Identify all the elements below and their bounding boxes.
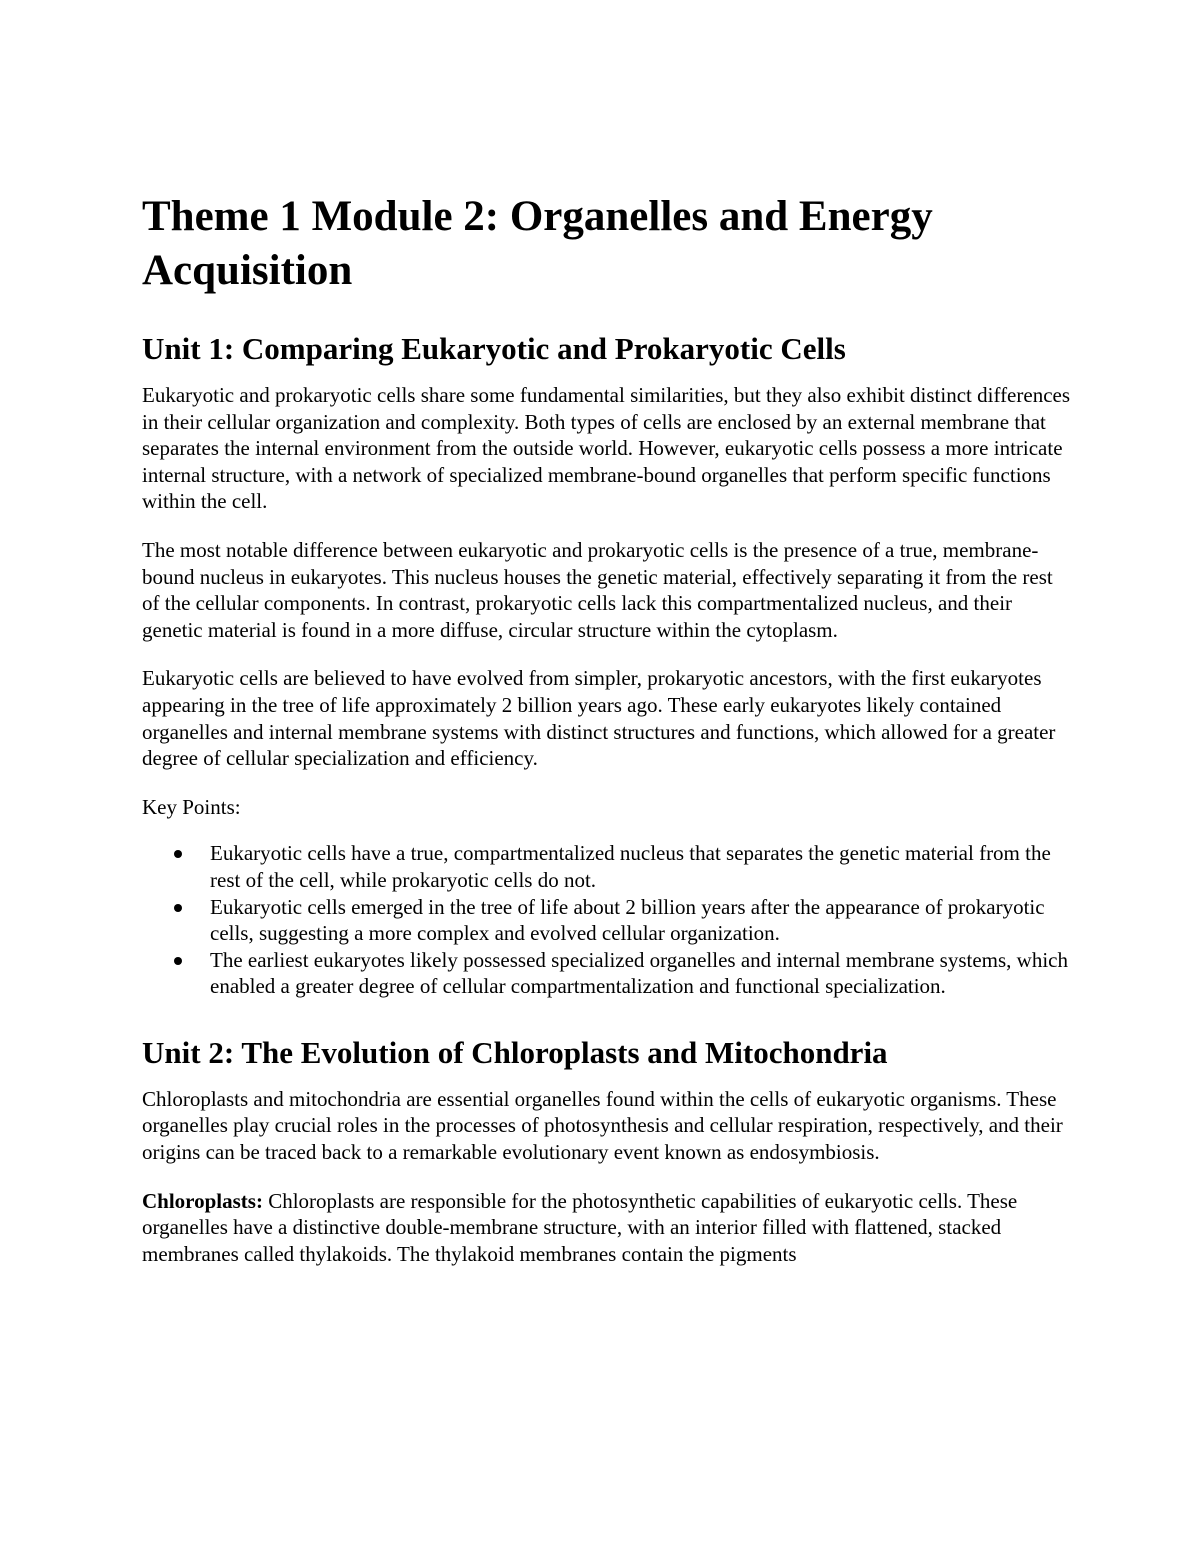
bullet-icon [174,850,182,858]
list-item [142,947,1072,1000]
bullet-icon [174,957,182,965]
key-points-label: Key Points: [142,794,241,819]
unit1-heading: Unit 1: Comparing Eukaryotic and Prokaryotic Cells [142,331,846,366]
unit2-intro-paragraph: Chloroplasts and mitochondria are essential organelles found within the cells of eukaryotic organisms. These organelles play crucial roles in the processes of photosynthesis and cellular respiration, respectively, and their origins can be traced back to a remarkable evolutionary event known as endosymbiosis. [142,1086,1063,1165]
unit1-paragraph-2: The most notable difference between eukaryotic and prokaryotic cells is the presence of a true, membrane-bound nucleus in eukaryotes. This nucleus houses the genetic material, effectively separating it from the rest of the cellular components. In contrast, prokaryotic cells lack this compartmentalized nucleus, and their genetic material is found in a more diffuse, circular structure within the cytoplasm. [142,537,1053,642]
chloroplasts-paragraph [142,1188,1072,1268]
document-title: Theme 1 Module 2: Organelles and Energy Acquisition [142,193,933,294]
document-page [142,190,1072,1289]
unit1-paragraph-1: Eukaryotic and prokaryotic cells share some fundamental similarities, but they also exhibit distinct differences in their cellular organization and complexity. Both types of cells are enclosed by an external membrane that separates the internal environment from the outside world. However, eukaryotic cells possess a more intricate internal structure, with a network of specialized membrane-bound organelles that perform specific functions within the cell. [142,383,1071,514]
unit1-paragraph-3: Eukaryotic cells are believed to have evolved from simpler, prokaryotic ancestors, with the first eukaryotes appearing in the tree of life approximately 2 billion years ago. These early eukaryotes likely contained organelles and internal membrane systems with distinct structures and functions, which allowed for a greater degree of cellular specialization and efficiency. [142,666,1056,771]
list-item [142,840,1072,893]
key-points-list [142,840,1072,1000]
key-point-text: Eukaryotic cells have a true, compartmentalized nucleus that separates the genetic material from the rest of the cell, while prokaryotic cells do not. [210,841,1051,892]
chloroplasts-text: Chloroplasts are responsible for the photosynthetic capabilities of eukaryotic cells. These organelles have a distinctive double-membrane structure, with an interior filled with flattened, stacked membranes called thylakoids. The thylakoid membranes contain the pigments [142,1188,1018,1266]
chloroplasts-label: Chloroplasts: [142,1188,263,1213]
unit2-heading: Unit 2: The Evolution of Chloroplasts and Mitochondria [142,1034,888,1070]
key-point-text: Eukaryotic cells emerged in the tree of life about 2 billion years after the appearance of prokaryotic cells, suggesting a more complex and evolved cellular organization. [210,894,1045,946]
key-point-text: The earliest eukaryotes likely possessed specialized organelles and internal membrane systems, which enabled a greater degree of cellular compartmentalization and functional specialization. [210,947,1069,999]
bullet-icon [174,904,182,912]
list-item [142,894,1072,947]
